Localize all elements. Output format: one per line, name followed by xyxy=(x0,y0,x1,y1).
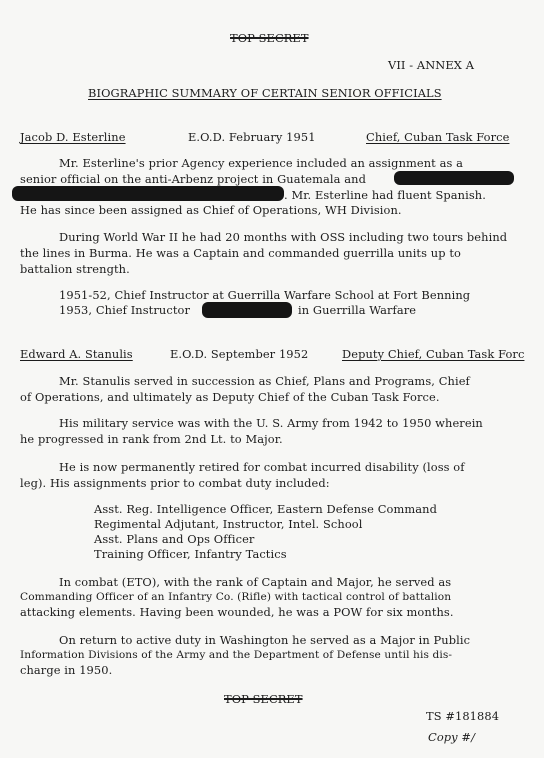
copy-number: Copy #/ xyxy=(428,730,476,744)
assignment-item: Asst. Reg. Intelligence Officer, Eastern Defense Command xyxy=(94,502,437,516)
stanulis-p4-line2: Commanding Officer of an Infantry Co. (Rifle) with tactical control of battalion xyxy=(20,591,452,603)
stanulis-p5-line1: On return to active duty in Washington he served as a Major in Public xyxy=(59,633,471,647)
stanulis-p1-line2: of Operations, and ultimately as Deputy Chief of the Cuban Task Force. xyxy=(20,390,440,404)
ts-number: TS #181884 xyxy=(426,709,500,723)
redaction-block xyxy=(12,186,284,201)
esterline-p1-line2-text: senior official on the anti-Arbenz project in Guatemala and xyxy=(20,172,367,186)
stanulis-p3-line1: He is now permanently retired for combat incurred disability (loss of xyxy=(59,460,465,474)
esterline-name: Jacob D. Esterline xyxy=(20,130,126,144)
redaction-block xyxy=(202,302,292,318)
stanulis-name: Edward A. Stanulis xyxy=(20,347,133,361)
stanulis-p2-line2: he progressed in rank from 2nd Lt. to Major. xyxy=(20,432,283,446)
stanulis-p5-line2: Information Divisions of the Army and the Department of Defense until his dis- xyxy=(20,649,453,661)
esterline-p2-line2: the lines in Burma. He was a Captain and commanded guerrilla units up to xyxy=(20,246,461,260)
esterline-position: Chief, Cuban Task Force xyxy=(366,130,510,144)
stanulis-p3-line2: leg). His assignments prior to combat duty included: xyxy=(20,476,330,490)
esterline-p2-line1: During World War II he had 20 months with OSS including two tours behind xyxy=(59,230,508,244)
redaction-block xyxy=(394,171,514,185)
assignment-item: Training Officer, Infantry Tactics xyxy=(94,547,287,561)
stanulis-p4-line3: attacking elements. Having been wounded, he was a POW for six months. xyxy=(20,605,454,619)
stanulis-eod: E.O.D. September 1952 xyxy=(170,347,309,361)
esterline-p1-line2 xyxy=(20,172,366,186)
stanulis-position: Deputy Chief, Cuban Task Forc xyxy=(342,347,525,361)
esterline-p1-line3: . Mr. Esterline had fluent Spanish. xyxy=(284,188,486,202)
stanulis-p1-line1: Mr. Stanulis served in succession as Chief, Plans and Programs, Chief xyxy=(59,374,470,388)
esterline-p1-line4: He has since been assigned as Chief of Operations, WH Division. xyxy=(20,203,402,217)
assignment-item: Regimental Adjutant, Instructor, Intel. School xyxy=(94,517,363,531)
stanulis-p5-line3: charge in 1950. xyxy=(20,663,113,677)
classification-top: TOP SECRET xyxy=(230,31,309,45)
annex-label: VII - ANNEX A xyxy=(388,58,475,72)
esterline-p3-line2b: in Guerrilla Warfare xyxy=(298,303,417,317)
classification-bottom: TOP SECRET xyxy=(224,692,303,706)
esterline-eod: E.O.D. February 1951 xyxy=(188,130,316,144)
esterline-p1-line1: Mr. Esterline's prior Agency experience included an assignment as a xyxy=(59,156,464,170)
document-title: BIOGRAPHIC SUMMARY OF CERTAIN SENIOR OFFICIALS xyxy=(88,86,442,100)
assignment-item: Asst. Plans and Ops Officer xyxy=(94,532,255,546)
stanulis-p2-line1: His military service was with the U. S. Army from 1942 to 1950 wherein xyxy=(59,416,483,430)
esterline-p3-line2a: 1953, Chief Instructor xyxy=(59,303,191,317)
esterline-p2-line3: battalion strength. xyxy=(20,262,130,276)
stanulis-p4-line1: In combat (ETO), with the rank of Captain and Major, he served as xyxy=(59,575,452,589)
esterline-p3-line1: 1951-52, Chief Instructor at Guerrilla Warfare School at Fort Benning xyxy=(59,288,471,302)
